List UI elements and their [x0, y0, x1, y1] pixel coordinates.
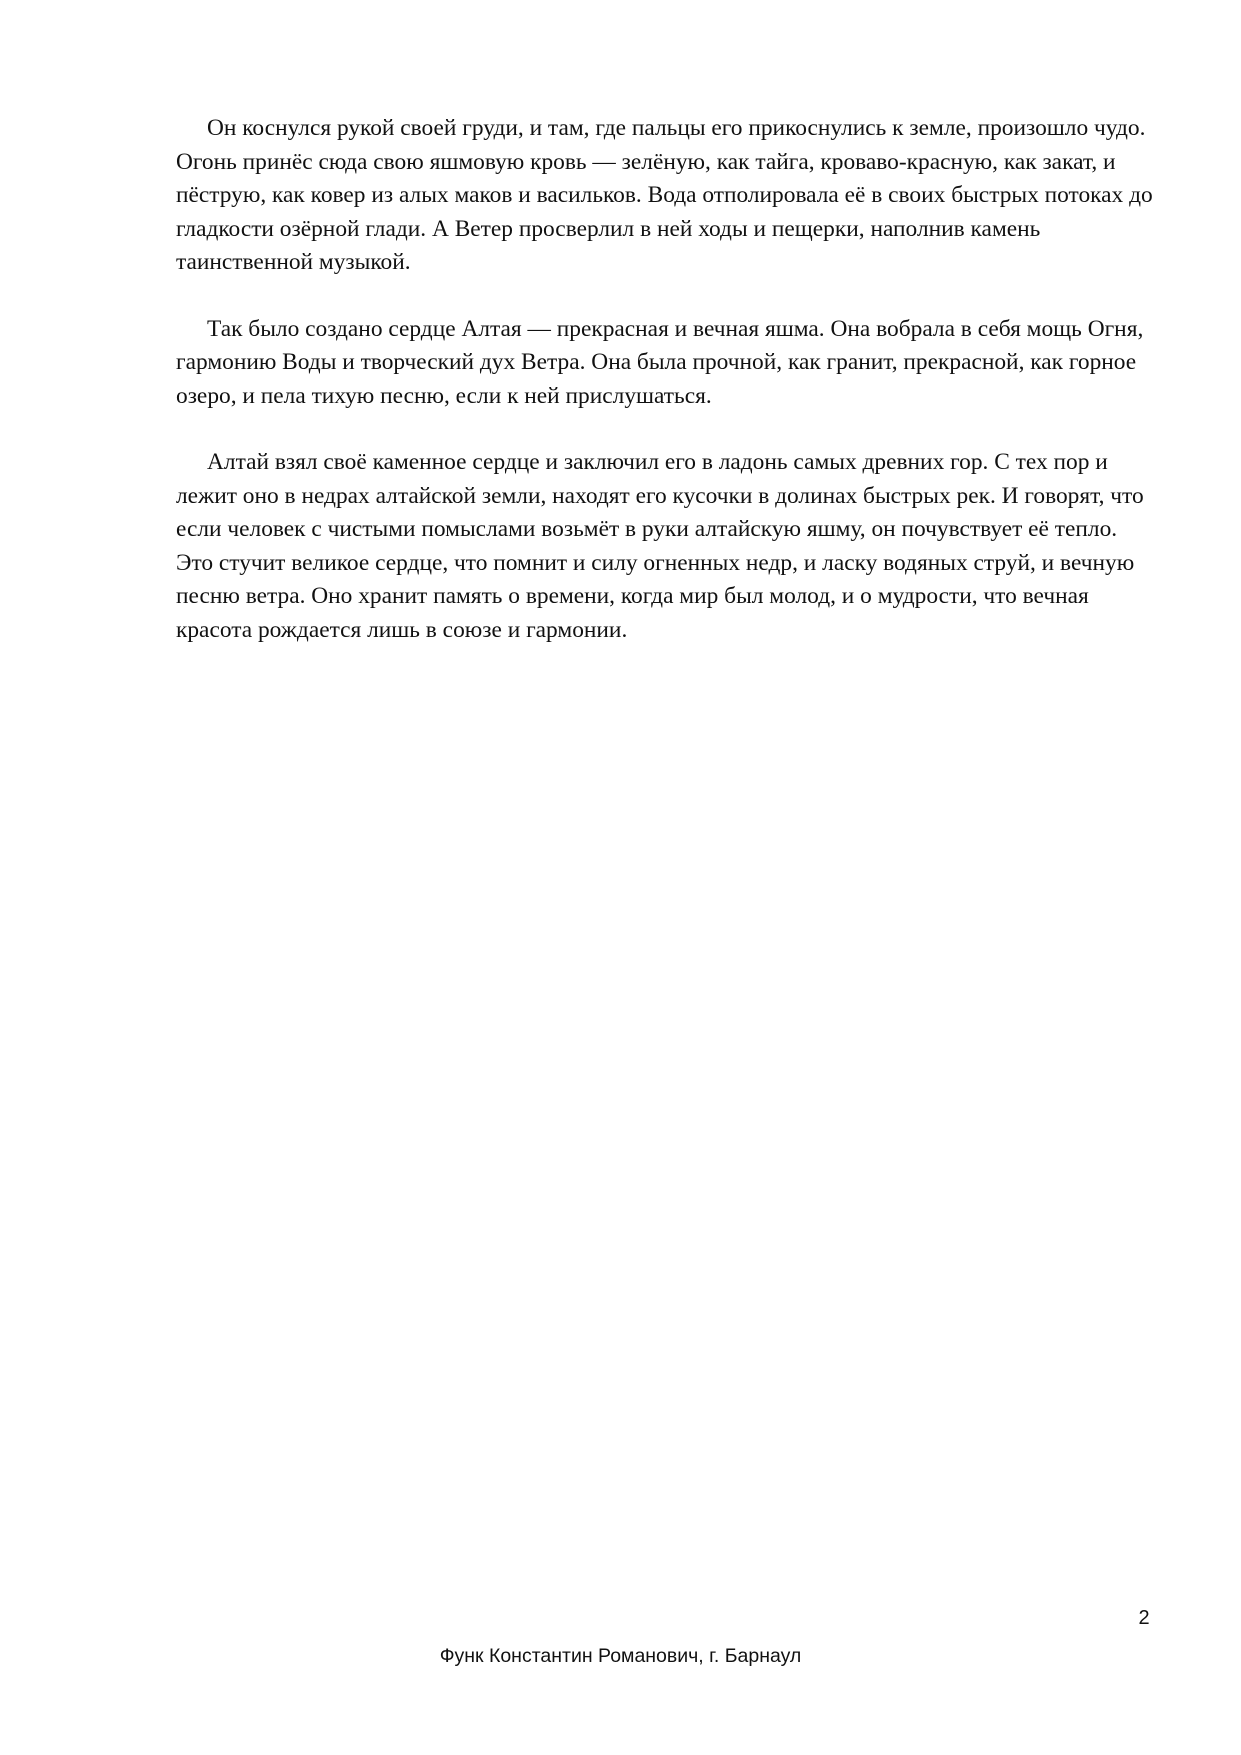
footer-author: Функ Константин Романович, г. Барнаул [439, 1645, 802, 1667]
paragraph-jasper-description: Так было создано сердце Алтая — прекрасная и вечная яшма. Она вобрала в себя мощь Огня, гармонию Воды и творческий дух Ветра. Она была прочной, как гранит, прекрасной, как горное озеро, и пела тихую песню, если к ней прислушаться. [176, 315, 1144, 409]
document-body [176, 112, 1156, 680]
paragraph-heart-created: Он коснулся рукой своей груди, и там, где пальцы его прикоснулись к земле, произошло чудо. Огонь принёс сюда свою яшмовую кровь — зелёную, как тайга, кроваво-красную, как закат, и пёструю, как ковер из алых маков и васильков. Вода отполировала её в своих быстрых потоках до гладкости озёрной глади. А Ветер просверлил в ней ходы и пещерки, наполнив камень таинственной музыкой. [176, 115, 1153, 275]
paragraph-altai-heart: Алтай взял своё каменное сердце и заключил его в ладонь самых древних гор. С тех пор и лежит оно в недрах алтайской земли, находят его кусочки в долинах быстрых рек. И говорят, что если человек с чистыми помыслами возьмёт в руки алтайскую яшму, он почувствует её тепло. Это стучит великое сердце, что помнит и силу огненных недр, и ласку водяных струй, и вечную песню ветра. Оно хранит память о времени, когда мир был молод, и о мудрости, что вечная красота рождается лишь в союзе и гармонии. [176, 449, 1144, 643]
page-number: 2 [1138, 1607, 1150, 1629]
